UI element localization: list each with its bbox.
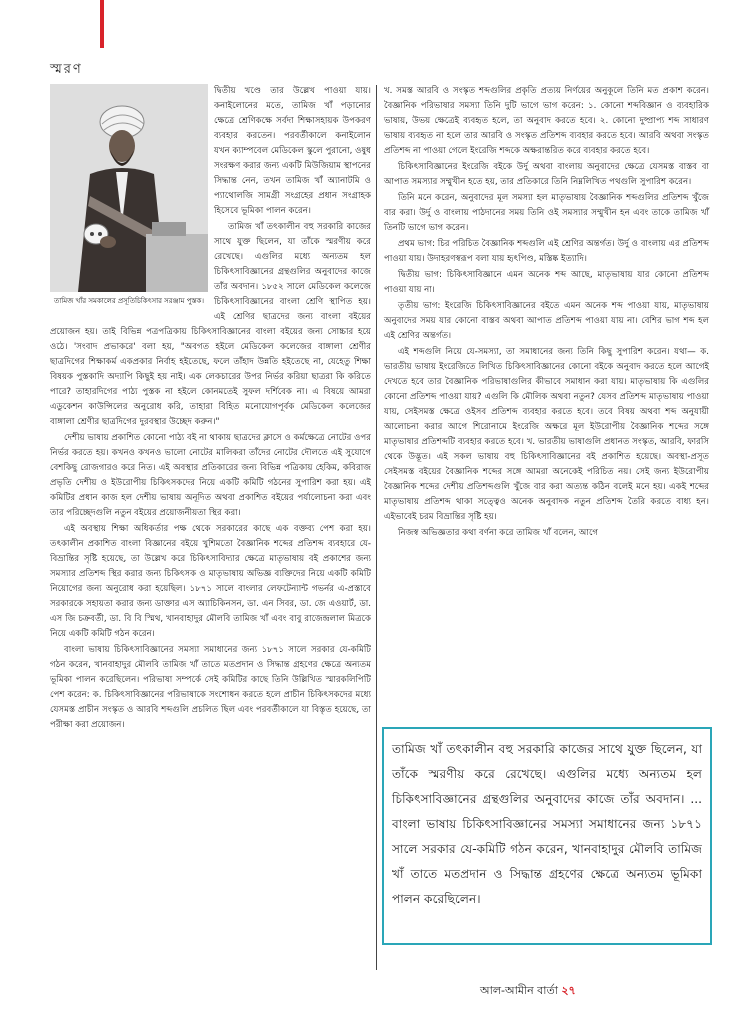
portrait-photo — [50, 84, 208, 292]
paragraph: প্রথম ভাগ: চির পরিচিত বৈজ্ঞানিক শব্দগুলি এই শ্রেণির অন্তর্গত। উর্দু ও বাংলায় এর প্রতিশব্দ পাওয়া যায়। উদাহরণস্বরূপ বলা যায় হৃৎপিণ্ড, মস্তিষ্ক ইত্যাদি। — [384, 239, 709, 264]
portrait-caption: তামিজ খাঁর সমকালের প্রসূতিচিকিৎসার সরঞ্জাম পুস্তক। — [54, 297, 204, 305]
paragraph: তৃতীয় ভাগ: ইংরেজি চিকিৎসাবিজ্ঞানের বইতে এমন অনেক শব্দ পাওয়া যায়, মাতৃভাষায় অনুবাদের সময় যার কোনো বাস্তব অথবা আপাত প্রতিশব্দ পাওয়া যায় না। বেশির ভাগ শব্দ হল এই শ্রেণির অন্তর্গত। — [384, 301, 709, 341]
pull-quote-text: তামিজ খাঁ তৎকালীন বহু সরকারি কাজের সাথে যুক্ত ছিলেন, যা তাঁকে স্মরণীয় করে রেখেছে। এগুলির মধ্যে অন্যতম হল চিকিৎসাবিজ্ঞানের গ্রন্থগুলির অনুবাদের কাজে তাঁর অবদান। ... বাংলা ভাষায় চিকিৎসাবিজ্ঞানের সমস্যা সমাধানের জন্য ১৮৭১ সালে সরকার যে-কমিটি গঠন করেন, খানবাহাদুর মৌলবি তামিজ খাঁ তাতে মতপ্রদান ও সিদ্ধান্ত গ্রহণের ক্ষেত্রে অন্যতম ভূমিকা পালন করেছিলেন। — [392, 742, 702, 906]
paragraph: তিনি মনে করেন, অনুবাদের মূল সমস্যা হল মাতৃভাষায় বৈজ্ঞানিক শব্দগুলির প্রতিশব্দ খুঁজে বার করা। উর্দু ও বাংলায় পাঠদানের সময় তিনি ওই সমস্যার সম্মুখীন হন এবং তাকে তামিজ খাঁ তিনটি ভাগে ভাগ করেন। — [384, 193, 709, 233]
left-column — [50, 84, 371, 734]
paragraph: দ্বিতীয় খণ্ডে তার উল্লেখ পাওয়া যায়। কনাইলোনের মতে, তামিজ খাঁ পড়ানোর ক্ষেত্রে শ্রেণিকক্ষে সর্বদা শিক্ষাসহায়ক উপকরণ ব্যবহার করতেন। পরবর্তীকালে কনাইলোন যখন ক্যাম্পবেল মেডিকেল স্কুলে পুরানো, ওষুধ সংরক্ষণ করার জন্য একটি মিউজিয়াম স্থাপনের সিদ্ধান্ত নেন, তখন তামিজ খাঁ অ্যানাটমি ও প্যাথোলজি সামগ্রী সংগ্রহের প্রধান সংগ্রাহক হিসেবে ভূমিকা পালন করেন। — [214, 86, 371, 216]
paragraph: এই অবস্থায় শিক্ষা অধিকর্তার পক্ষ থেকে সরকারের কাছে এক বক্তব্য পেশ করা হয়। তৎকালীন প্রকাশিত বাংলা বিজ্ঞানের বইয়ে খুশিমতো বৈজ্ঞানিক শব্দের প্রতিশব্দ ব্যবহারে যে-বিভ্রান্তির সৃষ্টি হয়েছে, তা উল্লেখ করে চিকিৎসাবিদ্যার ক্ষেত্রে মাতৃভাষায় বই প্রকাশের জন্য সমস্যার প্রতিশব্দ স্থির করার জন্য চিকিৎসক ও মাতৃভাষায় অভিজ্ঞ ব্যক্তিদের নিয়ে একটি কমিটি নিয়োগের জন্য অনুরোধ করা হয়েছিল। ১৮৭১ সালে বাংলার লেফটেন্যান্ট গভর্নর এ-প্রস্তাবে সরকারকে সহায়তা করার জন্য ডাক্তার এস অ্যাচিকিনসন, ডা. এন সিবর, ডা. জে এওয়ার্ট, ডা. এস জি চক্রবর্তী, ডা. বি বি স্মিথ, খানবাহাদুর মৌলবি তামিজ খাঁ এবং বাবু রাজেন্দ্রলাল মিত্রকে নিয়ে একটি কমিটি গঠন করেন। — [50, 524, 371, 639]
paragraph: খ. সমস্ত আরবি ও সংস্কৃত শব্দগুলির প্রকৃতি প্রত্যয় নির্ণয়ের অনুকূলে তিনি মত প্রকাশ করেন। বৈজ্ঞানিক পরিভাষার সমস্যা তিনি দুটি ভাগে ভাগ করেন: ১. কোনো শব্দবিজ্ঞান ও ব্যবহারিক ভাষায়, উভয় ক্ষেত্রেই ব্যবহৃত হলে, তা অনুবাদ করতে হবে। ২. কোনো দুষ্প্রাপ্য শব্দ সাধারণ ভাষায় ব্যবহৃত না হলে তার আরবি ও সংস্কৃত প্রতিশব্দ ব্যবহার করতে হবে। আরবি অথবা সংস্কৃত প্রতিশব্দ না পাওয়া গেলে ইংরেজি শব্দকে অক্ষরান্তরিত করে ব্যবহার করতে হবে। — [384, 86, 709, 156]
section-label: স্মরণ — [50, 62, 83, 77]
page-number: ২৭ — [561, 984, 576, 997]
right-column — [384, 84, 709, 542]
paragraph: এই শব্দগুলি নিয়ে যে-সমস্যা, তা সমাধানের জন্য তিনি কিছু সুপারিশ করেন। যথা— ক. ভারতীয় ভাষায় ইংরেজিতে লিখিত চিকিৎসাবিজ্ঞানের কোনো বইকে অনুবাদ করতে হলে আগেই দেখতে হবে তার বৈজ্ঞানিক পরিভাষাগুলির কীভাবে সমাধান করা যায়। মাতৃভাষায় কি এগুলির কোনো প্রতিশব্দ পাওয়া যায়? এগুলি কি মৌলিক অথবা নতুন? যেসব প্রতিশব্দ মাতৃভাষায় পাওয়া যায়, সেইসমস্ত ক্ষেত্রে ওইসব প্রতিশব্দ ব্যবহার করতে হবে। তবে বিষয় অথবা শব্দ অনুযায়ী আলোচনা করার আগে শিরোনামে ইংরেজি অক্ষরে মূল ইউরোপীয় বৈজ্ঞানিক শব্দের সঙ্গে মাতৃভাষার প্রতিশব্দটি ব্যবহার করতে হবে। খ. ভারতীয় ভাষাগুলি প্রধানত সংস্কৃত, আরবি, ফারসি থেকে উদ্ভূত। এই সকল ভাষায় বহু চিকিৎসাবিজ্ঞানের বই প্রকাশিত হয়েছে। অবস্থা-প্রসূত সেইসমস্ত বইয়ের বৈজ্ঞানিক শব্দের সঙ্গে আমরা অনেকেই পরিচিত নয়। সেই জন্য ইউরোপীয় বৈজ্ঞানিক শব্দের দেশীয় প্রতিশব্দগুলি খুঁজে বার করা অত্যন্ত কঠিন বলেই মনে হয়। একই শব্দের মাতৃভাষায় প্রতিশব্দ থাকা সত্ত্বেও অনেক অনুবাদক নতুন প্রতিশব্দ তৈরি করতে বাধ্য হন। এইভাবেই চরম বিভ্রান্তির সৃষ্টি হয়। — [384, 347, 709, 522]
paragraph: নিজস্ব অভিজ্ঞতার কথা বর্ণনা করে তামিজ খাঁ বলেন, আগে — [398, 528, 599, 538]
portrait-figure — [50, 84, 208, 322]
page-footer — [480, 982, 576, 1001]
paragraph: দেশীয় ভাষায় প্রকাশিত কোনো পাঠ্য বই না থাকায় ছাত্রদের ক্লাসে ও কর্মক্ষেত্রে নোটের ওপর নির্ভর করতে হয়। কখনও কখনও ভালো নোটের মালিকরা তাঁদের নোটের দৌলতে এই সুযোগে বেশকিছু রোজগারও করে নিত। এই অবস্থার প্রতিকারের জন্য বিভিন্ন পত্রিকায় হেকিম, কবিরাজ প্রভৃতি দেশীয় ও ইউরোপীয় চিকিৎসকদের নিয়ে একটি কমিটি গঠনের সুপারিশ করা হয়। এই কমিটির প্রধান কাজ হল দেশীয় ভাষায় অনূদিত অথবা প্রকাশিত বইয়ের পর্যালোচনা করা এবং তার পরিচ্ছেদগুলি নতুন বইয়ের প্রয়োজনীয়তা স্থির করা। — [50, 433, 371, 518]
publication-name: আল-আমীন বার্তা — [480, 984, 558, 997]
column-divider — [376, 85, 377, 970]
red-accent-rule — [100, 0, 104, 48]
paragraph: দ্বিতীয় ভাগ: চিকিৎসাবিজ্ঞানে এমন অনেক শব্দ আছে, মাতৃভাষায় যার কোনো প্রতিশব্দ পাওয়া যায় না। — [384, 270, 709, 295]
paragraph: তামিজ খাঁ তৎকালীন বহু সরকারি কাজের সাথে যুক্ত ছিলেন, যা তাঁকে স্মরণীয় করে রেখেছে। এগুলির মধ্যে অন্যতম হল চিকিৎসাবিজ্ঞানের গ্রন্থগুলির অনুবাদের কাজে তাঁর অবদান। ১৮৫২ সালে মেডিকেল কলেজে চিকিৎসাবিজ্ঞানের বাংলা শ্রেণি স্থাপিত হয়। এই শ্রেণির ছাত্রদের জন্য বাংলা বইয়ের প্রয়োজন হয়। তাই বিভিন্ন পত্রপত্রিকায় চিকিৎসাবিজ্ঞানের বাংলা বইয়ের জন্য সোচ্চার হয়ে ওঠে। 'সংবাদ প্রভাকরে' বলা হয়, "অবগত হইলে মেডিকেল কলেজের বাঙ্গালা শ্রেণীর ছাত্রদিগের শিক্ষাকর্ম একপ্রকার নির্বাহ হইতেছে, ফলে তাঁহাদ উন্নতি হইতেছে না, যেহেতু শিক্ষা বিষয়ক পুস্তকাদি অদ্যাপি কিছুই হয় নাই। এক লেকচারের উপর নির্ভর করিয়া ছাত্ররা কি করিতে পারে? তাহারদিগের পাঠ্য পুস্তক না হইলে কোনমতেই সুফল দর্শিবেক না। এ বিষয়ে আমরা এডুকেশন কাউন্সিলের অনুরোধ করি, তাহারা বিহিত মনোযোগপূর্বক মেডিকেল কলেজের বাঙ্গালা শ্রেণীর ছাত্রদিগের দুরবস্থার উচ্ছেদ করুন।" — [50, 222, 371, 427]
paragraph: বাংলা ভাষায় চিকিৎসাবিজ্ঞানের সমস্যা সমাধানের জন্য ১৮৭১ সালে সরকার যে-কমিটি গঠন করেন, খানবাহাদুর মৌলবি তামিজ খাঁ তাতে মতপ্রদান ও সিদ্ধান্ত গ্রহণের ক্ষেত্রে অন্যতম ভূমিকা পালন করেছিলেন। পরিভাষা সম্পর্কে সেই কমিটির কাছে তিনি উল্লিখিত স্মারকলিপিটি পেশ করেন: ক. চিকিৎসাবিজ্ঞানের পরিভাষাকে সংশোধন করতে হলে প্রাচীন চিকিৎসকদের মধ্যে যেসমস্ত প্রাচীন সংস্কৃত ও আরবি শব্দগুলি প্রচলিত ছিল এবং পরবর্তীকালে যা বিস্তৃত হয়েছে, তা পরীক্ষা করা প্রয়োজন। — [50, 645, 371, 730]
pull-quote-box — [382, 727, 712, 945]
paragraph: চিকিৎসাবিজ্ঞানের ইংরেজি বইকে উর্দু অথবা বাংলায় অনুবাদের ক্ষেত্রে যেসমস্ত বাস্তব বা আপাত সমস্যার সম্মুখীন হতে হয়, তার প্রতিকারে তিনি নিম্নলিখিত পথগুলি সুপারিশ করেন। — [384, 162, 709, 187]
